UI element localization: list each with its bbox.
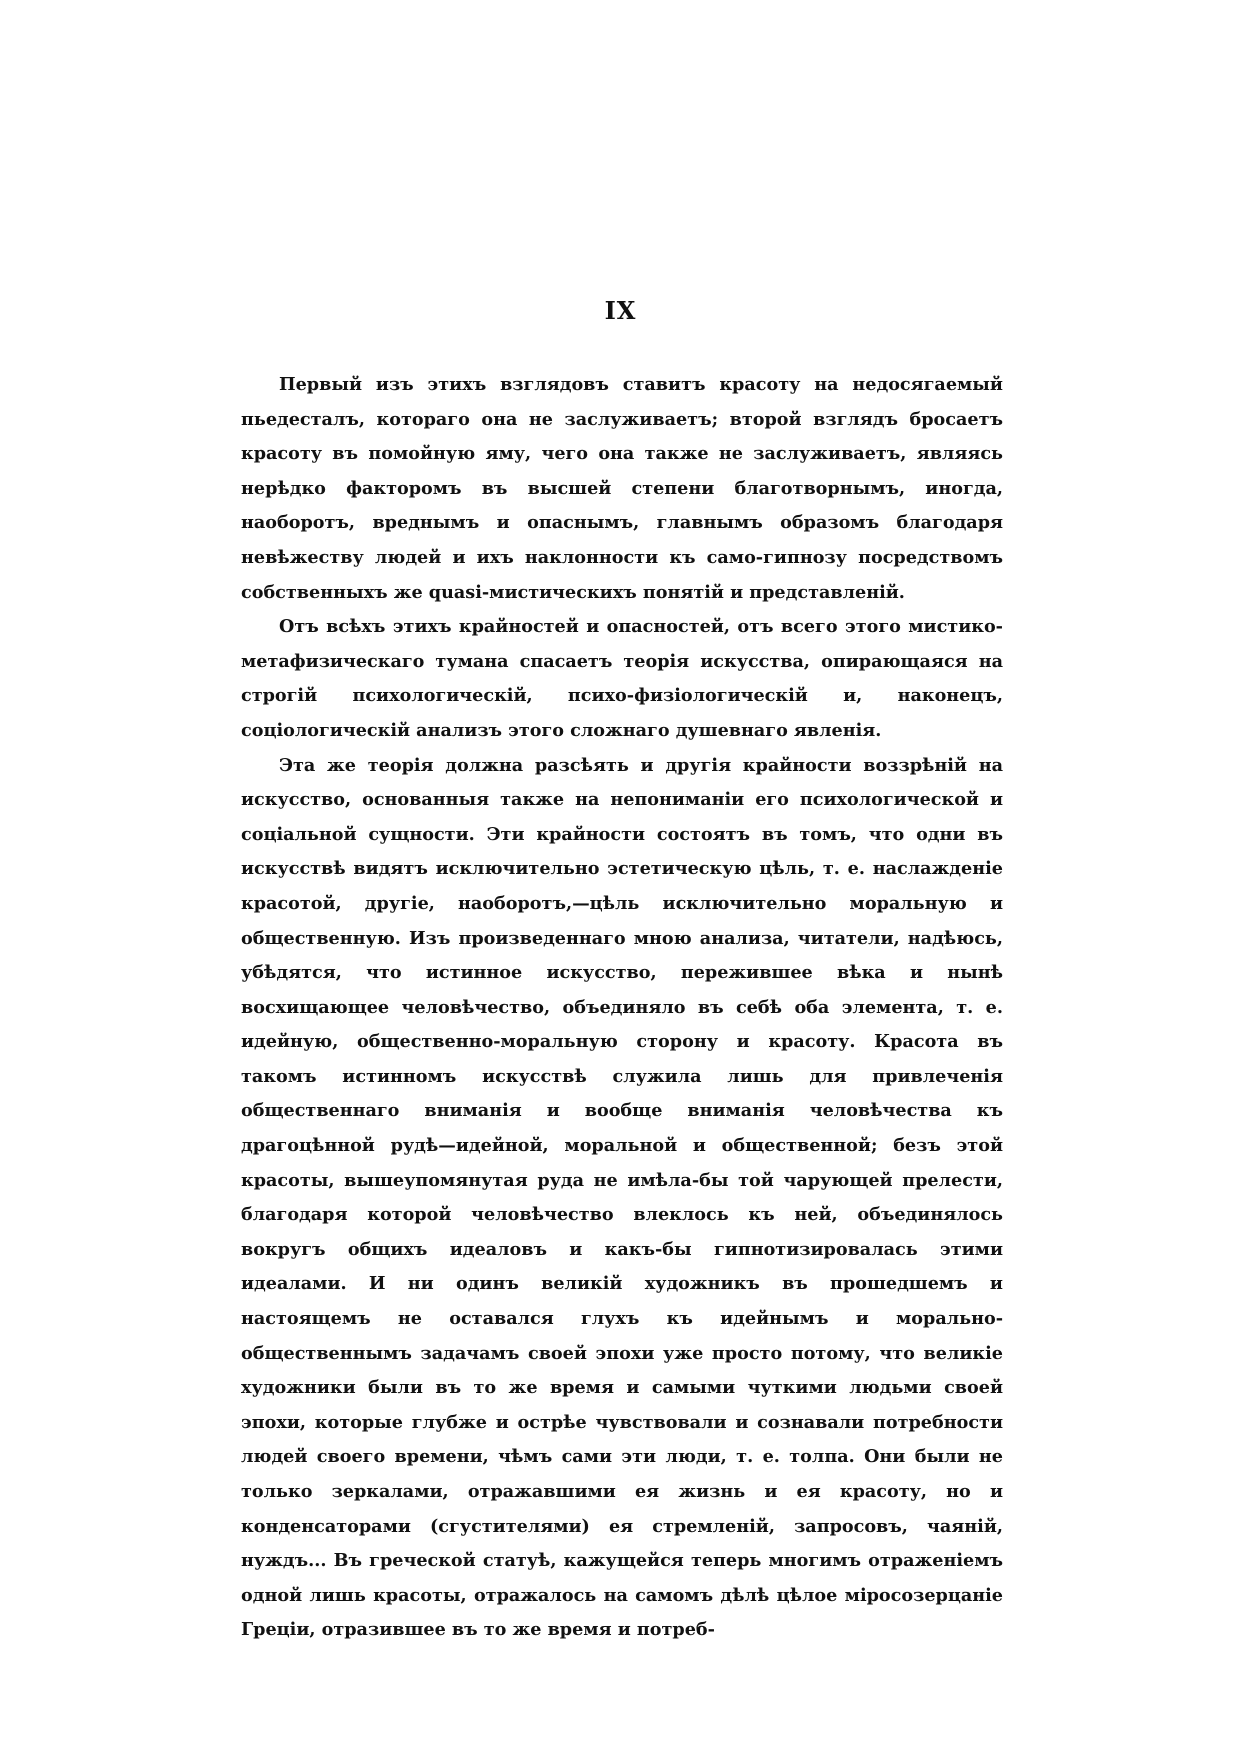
paragraph: Отъ всѣхъ этихъ крайностей и опасностей, отъ всего этого мистико-метафизическаго тумана спасаетъ теорія искусства, опирающаяся на строгій психологическій, психо-физіологическій и, наконецъ, соціологическій анализъ этого сложнаго душевнаго явленія. [241,616,1003,741]
body-text [241,368,1003,1648]
paragraph: Эта же теорія должна разсѣять и другія крайности воззрѣній на искусство, основанныя также на непониманіи его психологической и соціальной сущности. Эти крайности состоятъ въ томъ, что одни въ искусствѣ видятъ исключительно эстетическую цѣль, т. е. наслажденіе красотой, другіе, наоборотъ,—цѣль исключительно моральную и общественную. Изъ произведеннаго мною анализа, читатели, надѣюсь, убѣдятся, что истинное искусство, пережившее вѣка и нынѣ восхищающее человѣчество, объединяло въ себѣ оба элемента, т. е. идейную, общественно-моральную сторону и красоту. Красота въ такомъ истинномъ искусствѣ служила лишь для привлеченія общественнаго вниманія и вообще вниманія человѣчества къ драгоцѣнной рудѣ—идейной, моральной и общественной; безъ этой красоты, вышеупомянутая руда не имѣла-бы той чарующей прелести, благодаря которой человѣчество влеклось къ ней, объединялось вокругъ общихъ идеаловъ и какъ-бы гипнотизировалась этими идеалами. И ни одинъ великій художникъ въ прошедшемъ и настоящемъ не оставался глухъ къ идейнымъ и морально-общественнымъ задачамъ своей эпохи уже просто потому, что великіе художники были въ то же время и самыми чуткими людьми своей эпохи, которые глубже и острѣе чувствовали и сознавали потребности людей своего времени, чѣмъ сами эти люди, т. е. толпа. Они были не только зеркалами, отражавшими ея жизнь и ея красоту, но и конденсаторами (сгустителями) ея стремленій, запросовъ, чаяній, нуждъ... Въ греческой статуѣ, кажущейся теперь многимъ отраженіемъ одной лишь красоты, отражалось на самомъ дѣлѣ цѣлое міросозерцаніе Греціи, отразившее въ то же время и потреб- [241,754,1003,1641]
paragraph: Первый изъ этихъ взглядовъ ставитъ красоту на недосягаемый пьедесталъ, котораго она не заслуживаетъ; второй взглядъ бросаетъ красоту въ помойную яму, чего она также не заслуживаетъ, являясь нерѣдко факторомъ въ высшей степени благотворнымъ, иногда, наоборотъ, вреднымъ и опаснымъ, главнымъ образомъ благодаря невѣжеству людей и ихъ наклонности къ само-гипнозу посредствомъ собственныхъ же quasi-мистическихъ понятій и представленій. [241,374,1003,603]
page-number: IX [604,296,637,325]
